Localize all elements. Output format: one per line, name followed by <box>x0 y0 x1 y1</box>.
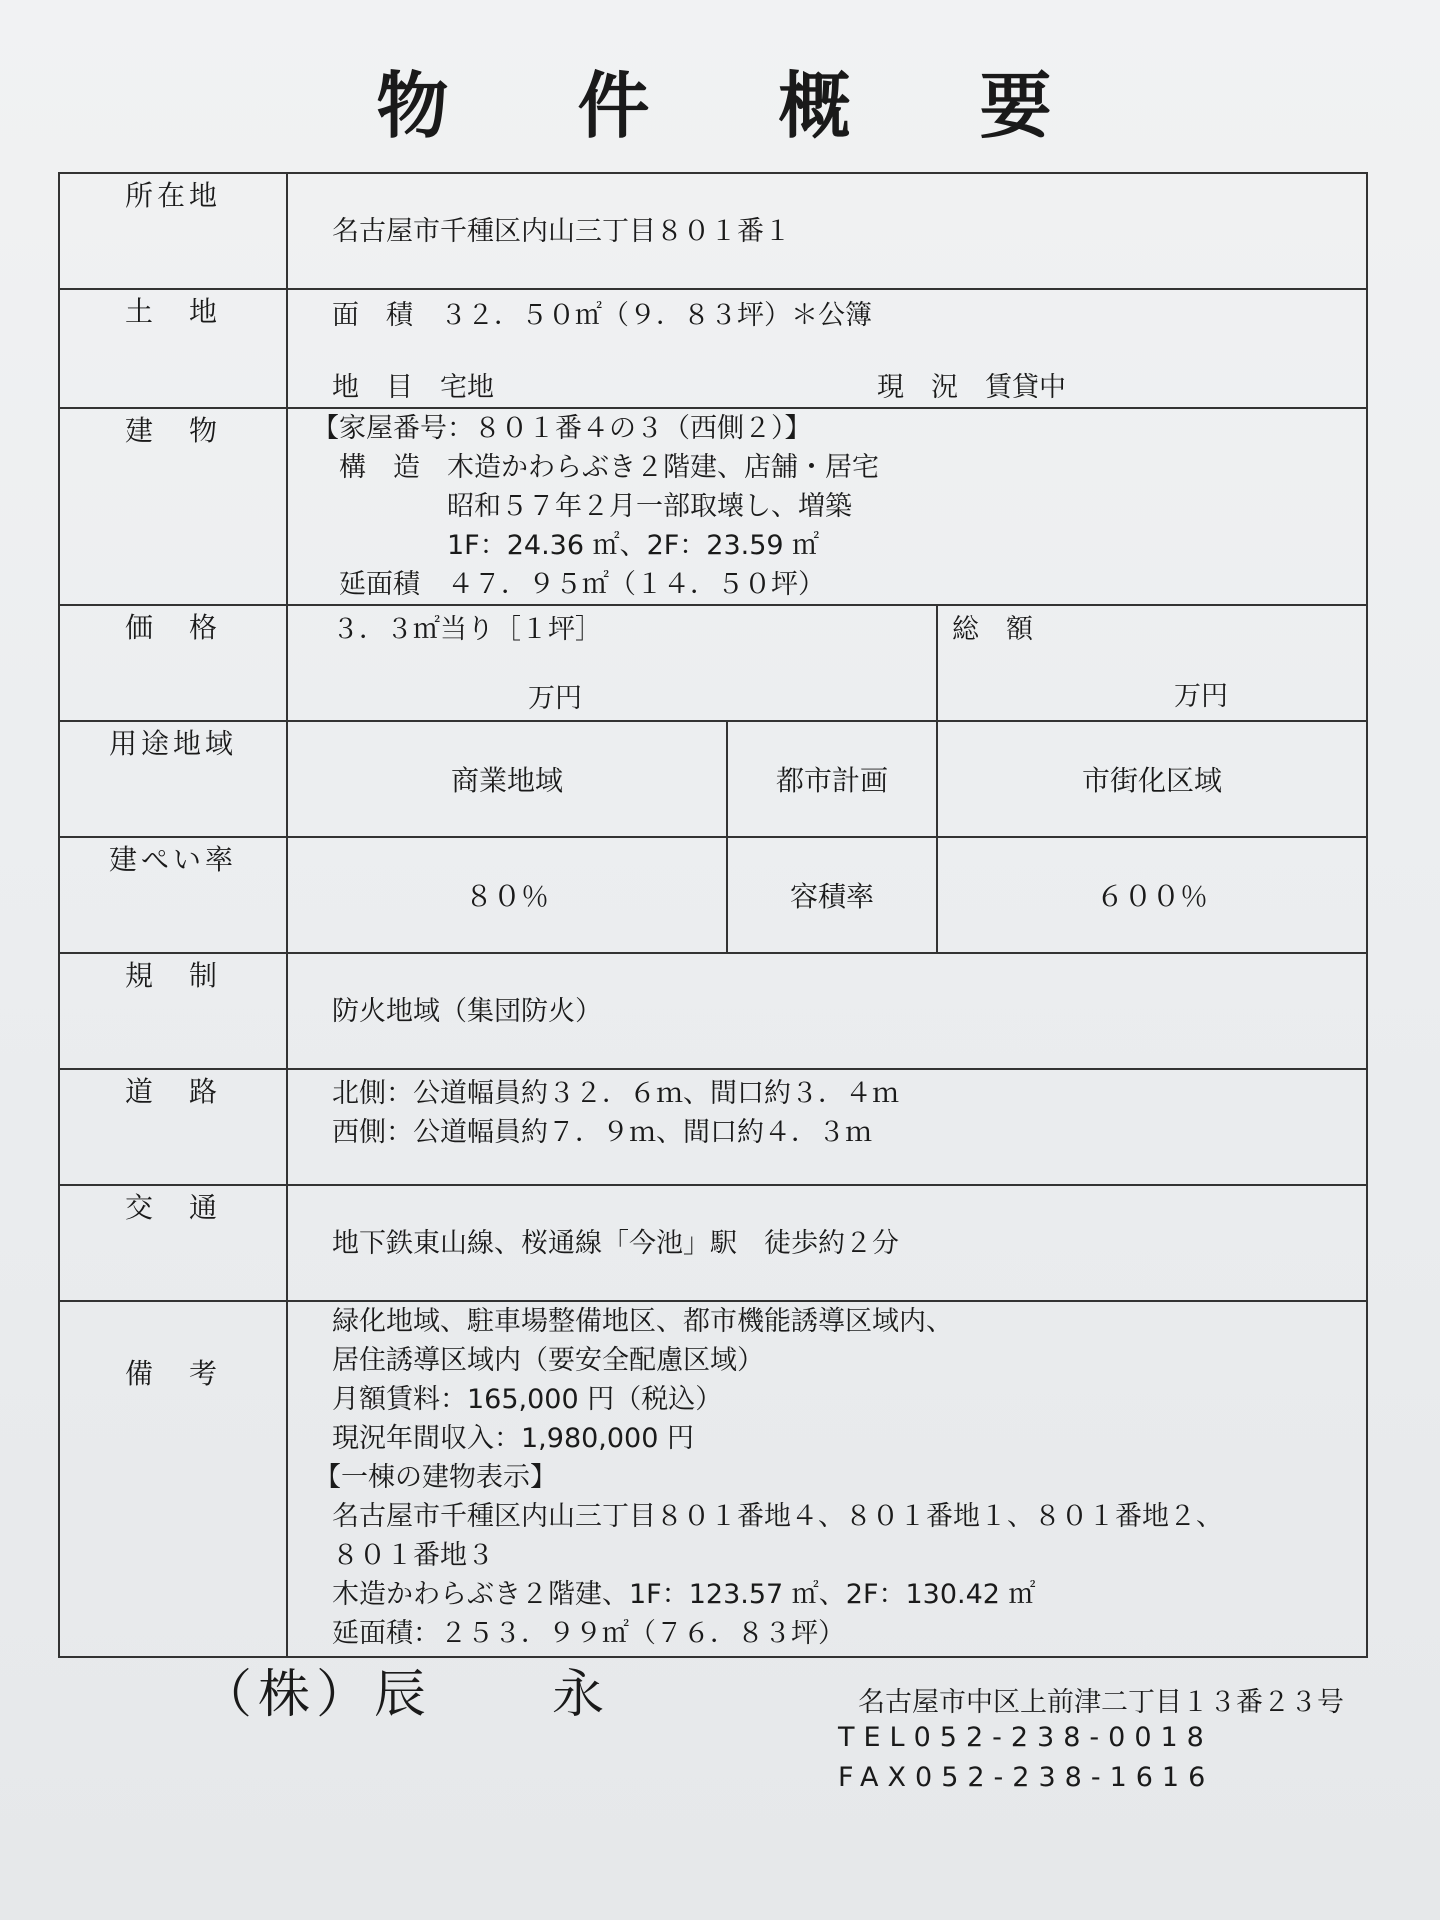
value-zoning: 商業地域 <box>287 721 727 837</box>
label-location: 所在地 <box>59 173 287 289</box>
label-floor-area-ratio: 容積率 <box>727 837 937 953</box>
building-line-4: 1F：24.36 ㎡、2F：23.59 ㎡ <box>312 530 820 561</box>
label-zoning: 用途地域 <box>59 721 287 837</box>
company-tel: TEL052-238-0018 <box>838 1722 1213 1753</box>
value-city-planning: 市街化区域 <box>937 721 1367 837</box>
row-road <box>59 1069 1367 1185</box>
price-per-tsubo-unit: 万円 <box>528 683 582 714</box>
value-land-area: 面 積 ３２．５０㎡（９．８３坪）＊公簿 <box>332 300 872 331</box>
company-name-prefix: （株）辰 <box>200 1665 433 1725</box>
page-title: 物 件 概 要 <box>376 63 1104 148</box>
building-line-1: 【家屋番号：８０１番４の３（西側２）】 <box>312 413 812 444</box>
label-regulation: 規 制 <box>59 953 287 1069</box>
value-transport: 地下鉄東山線、桜通線「今池」駅 徒歩約２分 <box>332 1227 899 1259</box>
row-regulation <box>59 953 1367 1069</box>
row-remarks <box>59 1301 1367 1657</box>
row-land <box>59 289 1367 408</box>
company-address: 名古屋市中区上前津二丁目１３番２３号 <box>858 1687 1344 1718</box>
row-zoning <box>59 721 1367 837</box>
label-road: 道 路 <box>59 1069 287 1185</box>
remarks-line-4: 現況年間収入：1,980,000 円 <box>332 1423 694 1454</box>
label-building: 建 物 <box>59 408 287 605</box>
row-building <box>59 408 1367 605</box>
label-transport: 交 通 <box>59 1185 287 1301</box>
road-line-west: 西側：公道幅員約７．９ｍ、間口約４．３ｍ <box>332 1117 872 1148</box>
label-city-planning: 都市計画 <box>727 721 937 837</box>
label-price: 価 格 <box>59 605 287 721</box>
row-ratio <box>59 837 1367 953</box>
company-fax: FAX052-238-1616 <box>838 1762 1215 1793</box>
value-floor-area-ratio: ６００％ <box>937 837 1367 953</box>
remarks-line-1: 緑化地域、駐車場整備地区、都市機能誘導区域内、 <box>332 1306 953 1337</box>
remarks-line-7: ８０１番地３ <box>332 1540 494 1571</box>
price-total-unit: 万円 <box>1174 681 1228 712</box>
company-name-suffix: 永 <box>552 1665 611 1725</box>
label-coverage-ratio: 建ぺい率 <box>59 837 287 953</box>
road-line-north: 北側：公道幅員約３２．６ｍ、間口約３．４ｍ <box>332 1078 899 1109</box>
remarks-line-8: 木造かわらぶき２階建、1F：123.57 ㎡、2F：130.42 ㎡ <box>332 1579 1036 1610</box>
label-land: 土 地 <box>59 289 287 408</box>
value-regulation: 防火地域（集団防火） <box>332 995 602 1027</box>
row-transport <box>59 1185 1367 1301</box>
building-line-2: 構 造 木造かわらぶき２階建、店舗・居宅 <box>312 452 879 483</box>
remarks-line-6: 名古屋市千種区内山三丁目８０１番地４、８０１番地１、８０１番地２、 <box>332 1501 1223 1532</box>
remarks-line-3: 月額賃料：165,000 円（税込） <box>332 1384 723 1415</box>
value-coverage-ratio: ８０％ <box>287 837 727 953</box>
property-summary-table <box>58 172 1368 1658</box>
building-line-5: 延面積 ４７．９５㎡（１４．５０坪） <box>312 569 825 600</box>
remarks-line-9: 延面積：２５３．９９㎡（７６．８３坪） <box>332 1618 845 1649</box>
remarks-line-2: 居住誘導区域内（要安全配慮区域） <box>332 1345 764 1376</box>
company-name <box>200 1652 610 1727</box>
value-land-category: 地 目 宅地 <box>332 372 494 403</box>
value-land-status: 現 況 賃貸中 <box>877 372 1067 403</box>
row-price <box>59 605 1367 721</box>
price-total-label: 総 額 <box>952 614 1033 645</box>
row-location <box>59 173 1367 289</box>
building-line-3: 昭和５７年２月一部取壊し、増築 <box>312 491 852 522</box>
value-location: 名古屋市千種区内山三丁目８０１番１ <box>332 215 791 247</box>
remarks-line-5: 【一棟の建物表示】 <box>314 1462 557 1493</box>
label-remarks: 備 考 <box>59 1301 287 1657</box>
price-per-tsubo-label: ３．３㎡当り［１坪］ <box>332 614 602 645</box>
